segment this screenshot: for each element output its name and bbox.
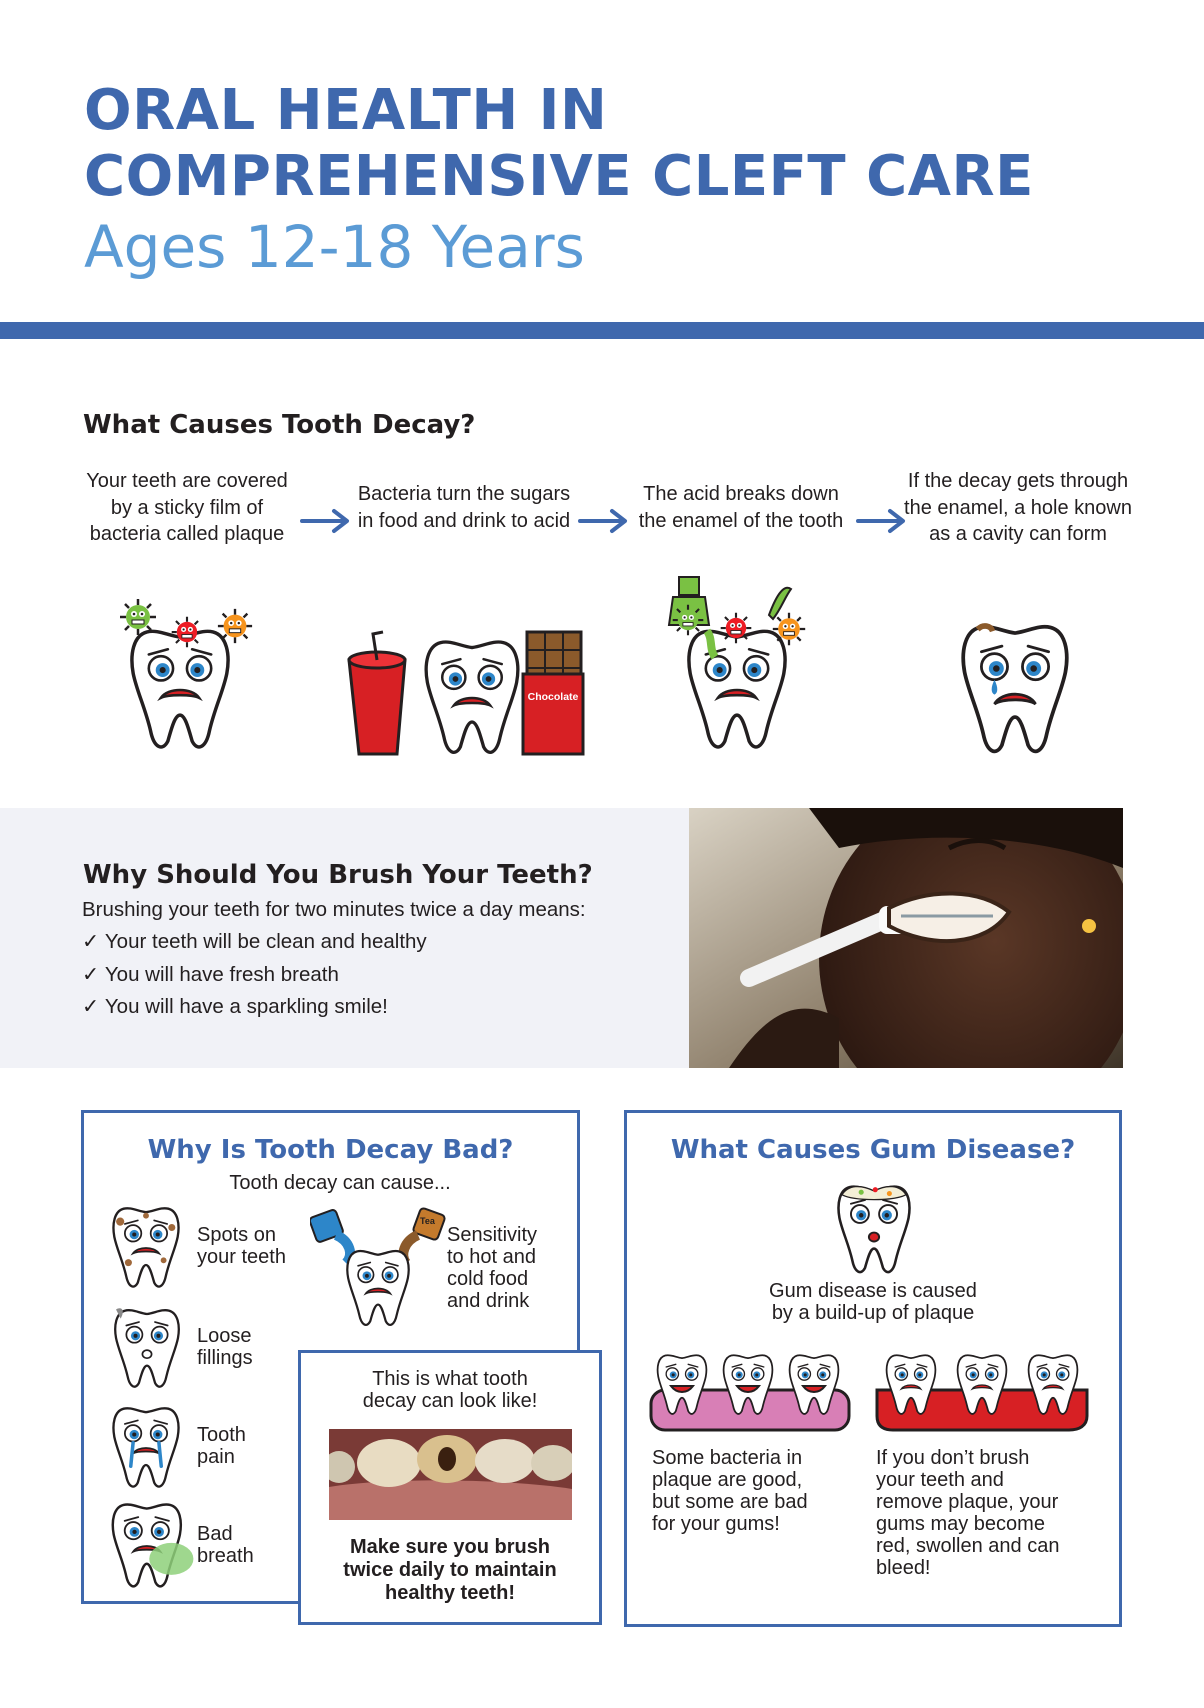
photo-caption-line1: This is what tooth <box>372 1368 528 1390</box>
tooth-in-pain-icon <box>102 1404 190 1492</box>
effect-fillings-line2: fillings <box>197 1347 253 1369</box>
gum-cause-line2: by a build-up of plaque <box>771 1302 975 1324</box>
page-title <box>84 78 1164 210</box>
sensitivity-line3: cold food <box>447 1268 529 1290</box>
benefit-text: Your teeth will be clean and healthy <box>104 930 427 953</box>
benefit-text: You will have a sparkling smile! <box>104 995 388 1018</box>
checkmark-icon: ✓ <box>82 930 100 953</box>
effect-spots-line1: Spots on <box>197 1224 276 1246</box>
sensitivity-line4: and drink <box>447 1290 530 1312</box>
gum-disease-heading: What Causes Gum Disease? <box>670 1135 1076 1165</box>
unhealthy-line5: red, swollen and can <box>876 1535 1060 1557</box>
tooth-with-cavity-icon <box>945 620 1085 760</box>
arrow-right-icon <box>578 508 630 534</box>
benefit-item <box>82 959 339 992</box>
effect-breath-line1: Bad <box>197 1523 233 1545</box>
benefit-item <box>82 991 388 1024</box>
effect-pain-line2: pain <box>197 1446 235 1468</box>
photo-caption-line2: decay can look like! <box>362 1390 538 1412</box>
unhealthy-gums-icon <box>873 1350 1091 1434</box>
checkmark-icon: ✓ <box>82 995 100 1018</box>
tooth-with-plaque-icon <box>826 1182 922 1278</box>
effect-spots-line2: your teeth <box>197 1246 286 1268</box>
girl-brushing-teeth-photo <box>689 808 1123 1068</box>
chocolate-label: Chocolate <box>527 691 579 703</box>
tooth-with-bacteria-icon <box>110 595 270 755</box>
step-1-text: Your teeth are covered by a sticky film of bacteria called plaque <box>86 470 288 545</box>
healthy-line1: Some bacteria in <box>652 1447 803 1469</box>
healthy-line3: but some are bad <box>652 1491 808 1513</box>
decay-bad-intro: Tooth decay can cause... <box>229 1172 451 1194</box>
tooth-with-acid-bacteria-icon <box>665 575 825 755</box>
effect-pain-line1: Tooth <box>197 1424 246 1446</box>
title-line-2: COMPREHENSIVE CLEFT CARE <box>84 144 1034 209</box>
healthy-gums-icon <box>647 1350 852 1434</box>
brushing-intro: Brushing your teeth for two minutes twice a day means: <box>82 898 586 921</box>
unhealthy-line2: your teeth and <box>876 1469 1004 1491</box>
header-divider <box>0 322 1204 339</box>
effect-breath-line2: breath <box>197 1545 254 1567</box>
unhealthy-line1: If you don’t brush <box>876 1447 1030 1469</box>
healthy-line4: for your gums! <box>652 1513 780 1535</box>
sensitivity-line1: Sensitivity <box>447 1224 538 1246</box>
decay-causes-heading: What Causes Tooth Decay? <box>83 410 476 440</box>
benefit-item <box>82 926 427 959</box>
unhealthy-line3: remove plaque, your <box>876 1491 1059 1513</box>
decay-bad-heading: Why Is Tooth Decay Bad? <box>147 1135 514 1165</box>
step-2-text: Bacteria turn the sugars in food and drink to acid <box>357 483 571 532</box>
arrow-right-icon <box>300 508 352 534</box>
title-line-1: ORAL HEALTH IN <box>84 78 608 143</box>
brushing-heading: Why Should You Brush Your Teeth? <box>83 860 593 890</box>
step-4-text: If the decay gets through the enamel, a hole known as a cavity can form <box>904 470 1132 545</box>
sensitivity-line2: to hot and <box>447 1246 536 1268</box>
unhealthy-line4: gums may become <box>876 1513 1045 1535</box>
tooth-loose-filling-icon <box>104 1306 190 1392</box>
tooth-with-spots-icon <box>102 1204 190 1292</box>
checkmark-icon: ✓ <box>82 963 100 986</box>
tea-label: Tea <box>420 1216 435 1226</box>
reminder-line3: healthy teeth! <box>384 1582 516 1604</box>
reminder-line2: twice daily to maintain <box>343 1559 557 1581</box>
benefit-text: You will have fresh breath <box>104 963 339 986</box>
decayed-teeth-photo <box>329 1429 572 1520</box>
effect-fillings-line1: Loose <box>197 1325 252 1347</box>
healthy-line2: plaque are good, <box>652 1469 803 1491</box>
arrow-right-icon <box>856 508 908 534</box>
reminder-line1: Make sure you brush <box>349 1536 551 1558</box>
unhealthy-line6: bleed! <box>876 1557 931 1579</box>
gum-cause-line1: Gum disease is caused <box>769 1280 977 1302</box>
page-subtitle: Ages 12-18 Years <box>84 213 585 281</box>
step-3-text: The acid breaks down the enamel of the tooth <box>638 483 844 532</box>
